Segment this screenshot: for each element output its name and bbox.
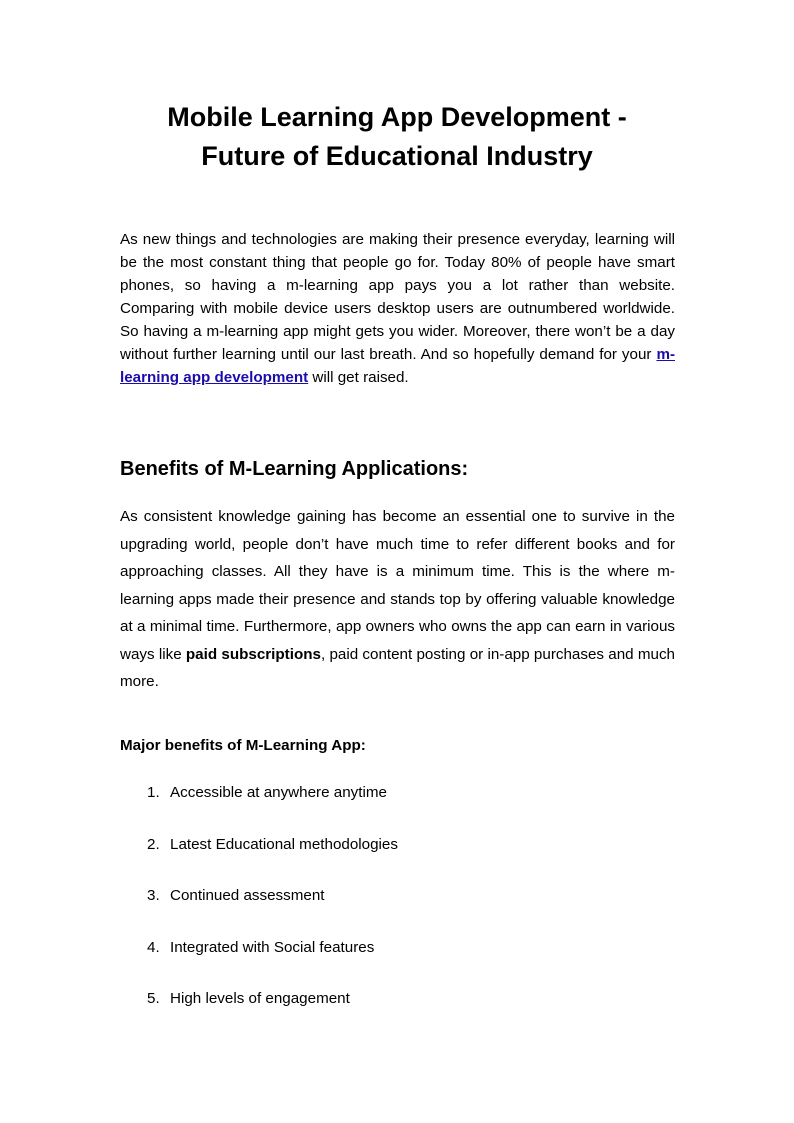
intro-text: As new things and technologies are making their presence everyday, learning will be the most constant thing that people go for. Today 80% of people have smart phones, so having a m-learning app pays you a lot rather than website. Comparing with mobile device users desktop users are outnumbered worldwide. So having a m-learning app might gets you wider. Moreover, there won’t be a day without further learning until our last breath. And so hopefully demand for your	[120, 231, 675, 363]
benefits-heading: Benefits of M-Learning Applications:	[120, 458, 469, 480]
list-item-text: Latest Educational methodologies	[170, 835, 398, 853]
list-item-number: 4.	[147, 938, 160, 956]
list-item	[147, 885, 398, 937]
list-item-text: High levels of engagement	[170, 990, 350, 1008]
list-item-text: Accessible at anywhere anytime	[170, 784, 387, 801]
benefits-paragraph	[120, 503, 675, 696]
list-item	[147, 834, 398, 886]
benefits-text-tail: , paid content posting or in-app purchases and much more.	[120, 645, 675, 690]
list-item-text: Integrated with Social features	[170, 938, 375, 956]
intro-tail: will get raised.	[308, 369, 409, 386]
list-item-text: Continued assessment	[170, 887, 325, 905]
page-title	[100, 98, 694, 176]
list-item	[147, 988, 398, 1040]
list-item	[147, 937, 398, 989]
title-line-2: Future of Educational Industry	[201, 141, 593, 171]
list-item	[147, 782, 398, 834]
list-item-number: 5.	[147, 990, 160, 1008]
title-line-1: Mobile Learning App Development -	[167, 102, 627, 132]
major-benefits-heading: Major benefits of M-Learning App:	[120, 737, 366, 754]
m-learning-app-development-link[interactable]: m-learning app development	[120, 346, 675, 386]
list-item-number: 1.	[147, 784, 160, 801]
intro-paragraph	[120, 228, 675, 389]
list-item-number: 3.	[147, 887, 160, 905]
list-item-number: 2.	[147, 835, 160, 853]
benefits-text: As consistent knowledge gaining has become an essential one to survive in the upgrading world, people don’t have much time to refer different books and for approaching classes. All they have is a minimum time. This is the where m-learning apps made their presence and stands top by offering valuable knowledge at a minimal time. Furthermore, app owners who owns the app can earn in various ways like	[120, 508, 675, 663]
paid-subscriptions-text: paid subscriptions	[185, 645, 321, 663]
major-benefits-list	[147, 782, 398, 1040]
